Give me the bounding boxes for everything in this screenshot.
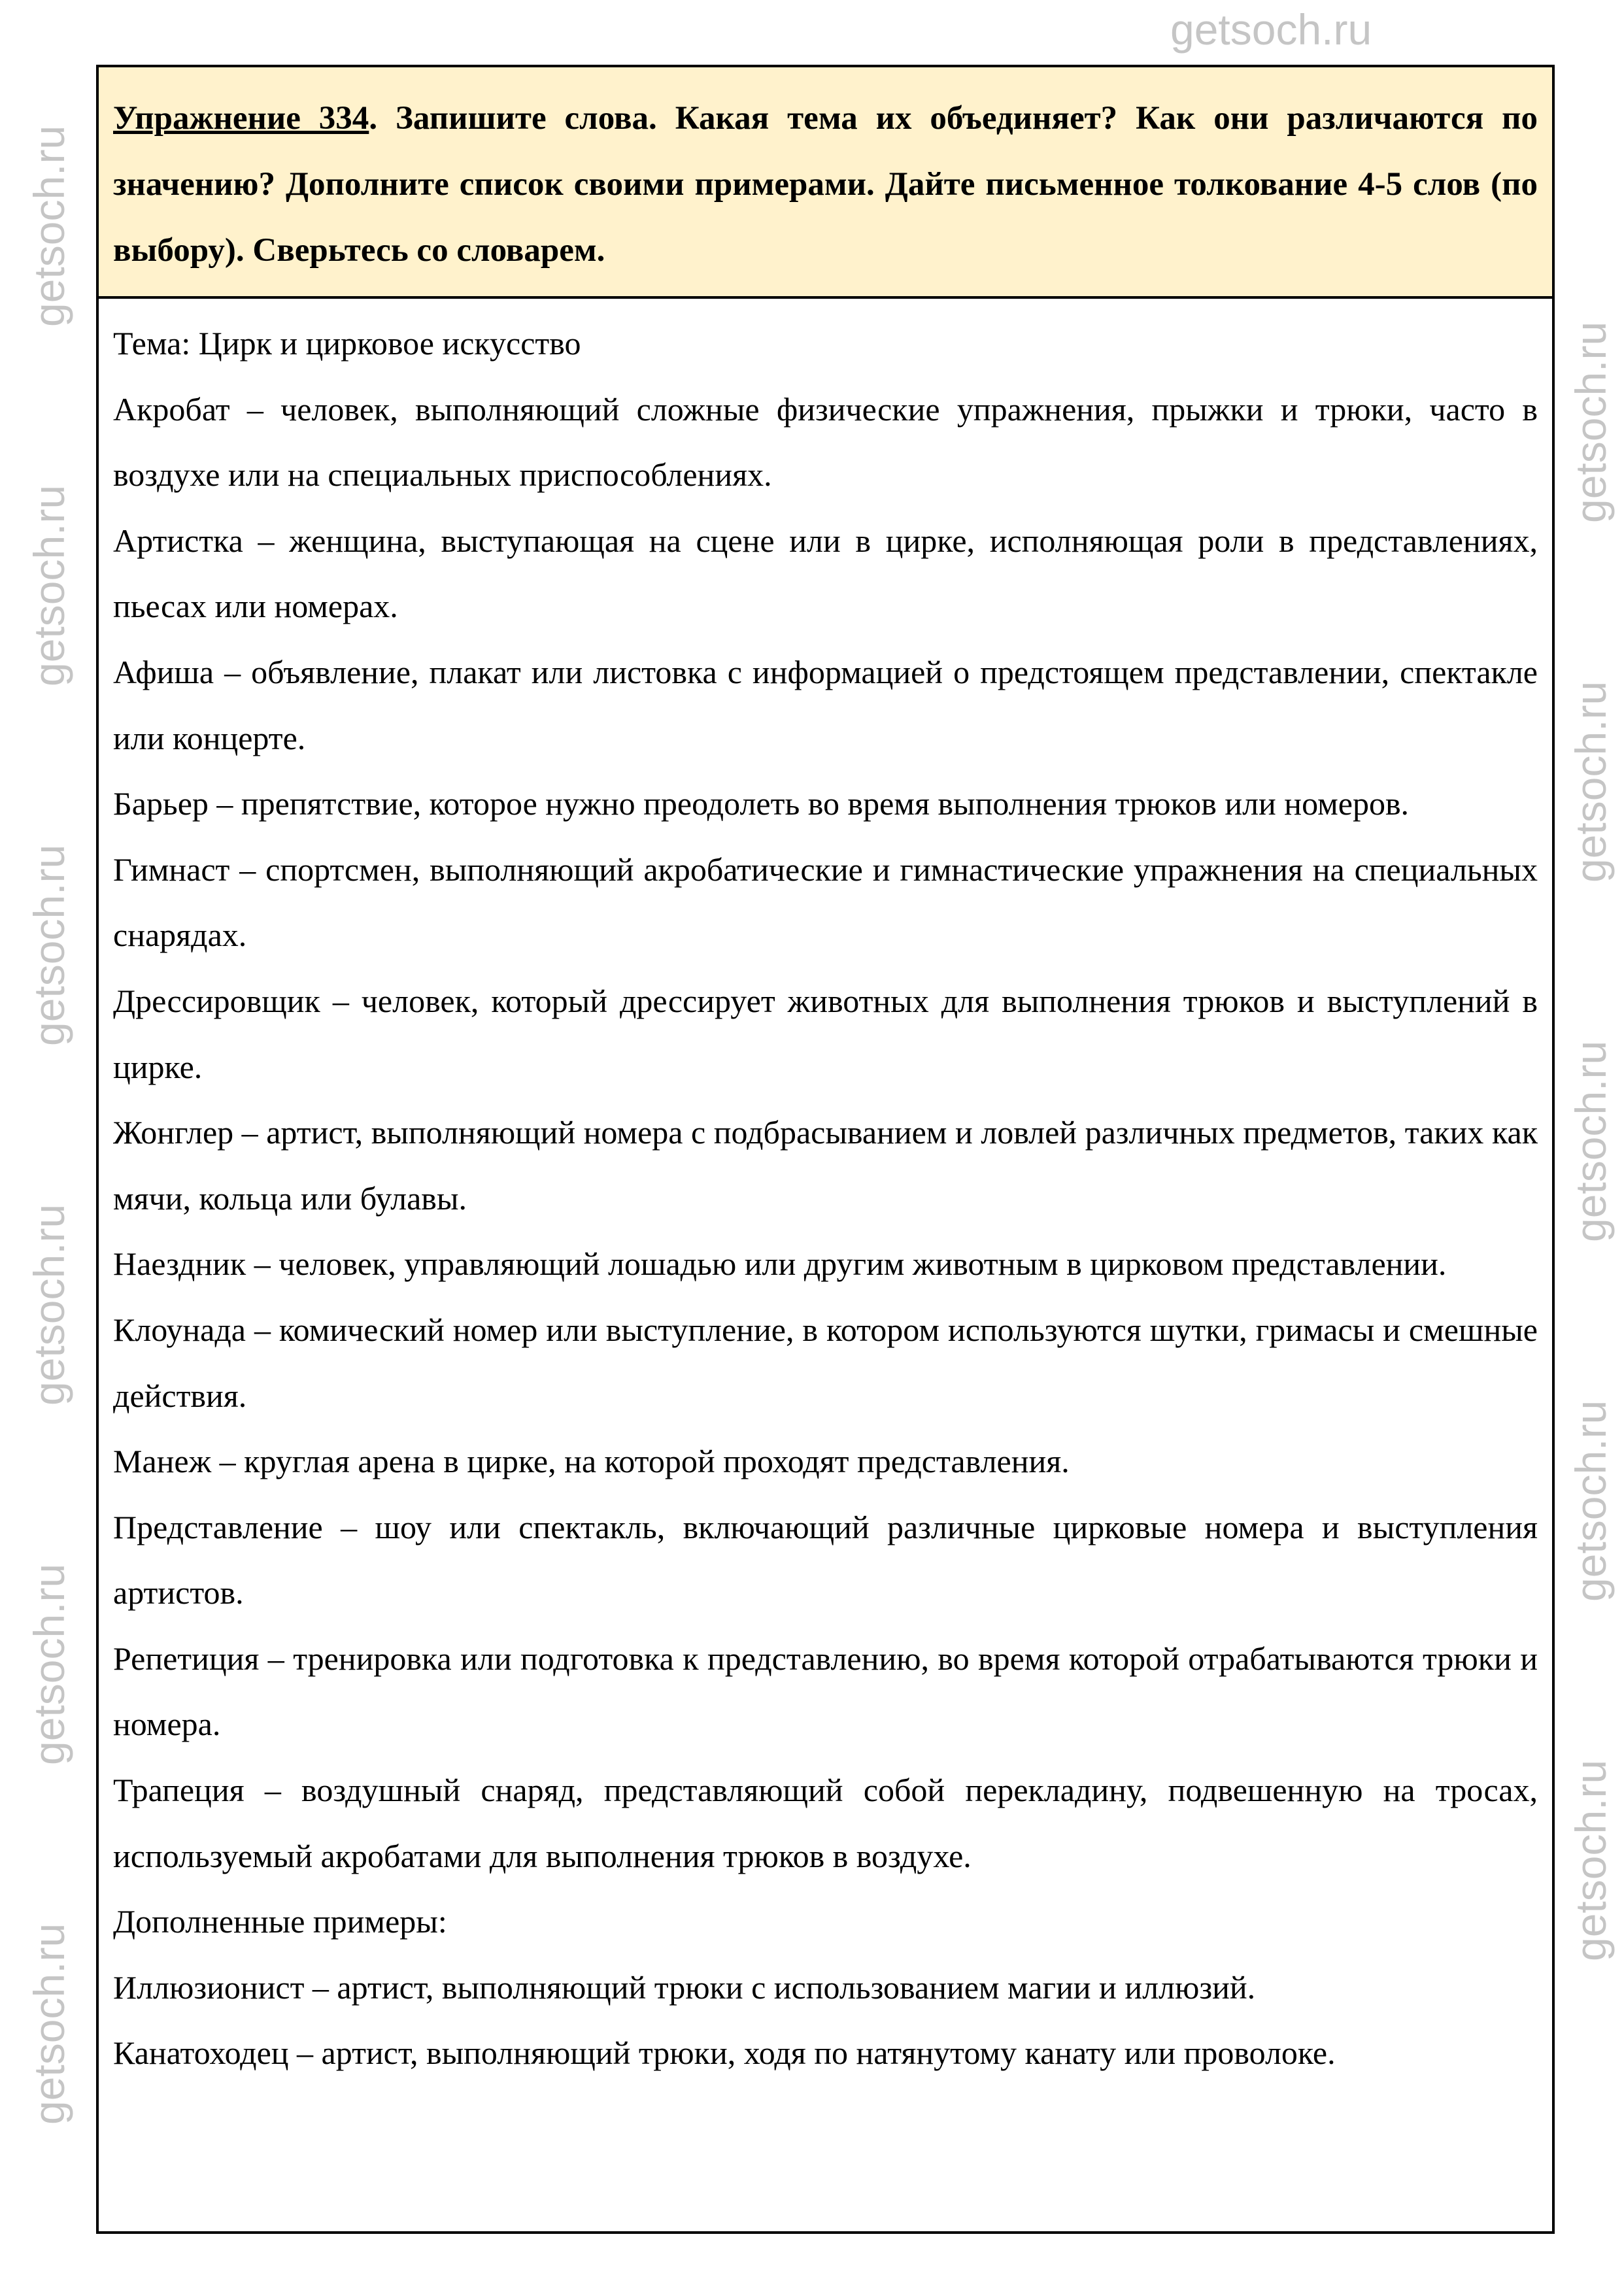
- entry: Акробат – человек, выполняющий сложные физические упражнения, прыжки и трюки, часто в воздухе или на специальных приспособлениях.: [113, 390, 1538, 494]
- watermark: getsoch.ru: [25, 1204, 73, 1406]
- entry: Наездник – человек, управляющий лошадью или другим животным в цирковом представлении.: [113, 1245, 1447, 1283]
- entry: Артистка – женщина, выступающая на сцене или в цирке, исполняющая роли в представлениях, пьесах или номерах.: [113, 522, 1538, 625]
- entry: Жонглер – артист, выполняющий номера с подбрасыванием и ловлей различных предметов, таких как мячи, кольца или булавы.: [113, 1114, 1538, 1217]
- watermark: getsoch.ru: [25, 1923, 73, 2125]
- watermark: getsoch.ru: [1566, 1040, 1615, 1242]
- entry: Представление – шоу или спектакль, включающий различные цирковые номера и выступления артистов.: [113, 1508, 1538, 1611]
- answer-content: [99, 299, 1552, 2093]
- watermark: getsoch.ru: [25, 484, 73, 686]
- entry: Клоунада – комический номер или выступление, в котором используются шутки, гримасы и смешные действия.: [113, 1311, 1538, 1414]
- watermark: getsoch.ru: [1566, 681, 1615, 883]
- exercise-number: Упражнение 334: [113, 100, 369, 137]
- watermark: getsoch.ru: [1566, 321, 1615, 523]
- exercise-box: [96, 65, 1555, 2234]
- entry: Гимнаст – спортсмен, выполняющий акробатические и гимнастические упражнения на специальных снарядах.: [113, 851, 1538, 954]
- extra-entry: Иллюзионист – артист, выполняющий трюки с использованием магии и иллюзий.: [113, 1968, 1256, 2006]
- watermark: getsoch.ru: [25, 125, 73, 327]
- entry: Репетиция – тренировка или подготовка к представлению, во время которой отрабатываются трюки и номера.: [113, 1640, 1538, 1743]
- theme-line: Тема: Цирк и цирковое искусство: [113, 325, 581, 362]
- entry: Барьер – препятствие, которое нужно преодолеть во время выполнения трюков или номеров.: [113, 785, 1410, 822]
- task-header: [99, 67, 1552, 299]
- watermark: getsoch.ru: [1566, 1400, 1615, 1602]
- extra-entry: Канатоходец – артист, выполняющий трюки, ходя по натянутому канату или проволоке.: [113, 2034, 1336, 2072]
- watermark: getsoch.ru: [25, 1563, 73, 1765]
- watermark: getsoch.ru: [1566, 1759, 1615, 1961]
- entry: Манеж – круглая арена в цирке, на которой проходят представления.: [113, 1443, 1070, 1480]
- entry: Дрессировщик – человек, который дрессирует животных для выполнения трюков и выступлений в цирке.: [113, 982, 1538, 1085]
- entry: Трапеция – воздушный снаряд, представляющий собой перекладину, подвешенную на тросах, используемый акробатами для выполнения трюков в воздухе.: [113, 1772, 1538, 1874]
- task-text: . Запишите слова. Какая тема их объединяет? Как они различаются по значению? Дополните список своими примерами. Дайте письменное толкование 4-5 слов (по выбору). Сверьтесь со словарем.: [113, 100, 1538, 269]
- watermark: getsoch.ru: [25, 844, 73, 1046]
- entry: Афиша – объявление, плакат или листовка с информацией о предстоящем представлении, спектакле или концерте.: [113, 653, 1538, 756]
- extra-heading: Дополненные примеры:: [113, 1903, 447, 1940]
- watermark: getsoch.ru: [1170, 5, 1372, 54]
